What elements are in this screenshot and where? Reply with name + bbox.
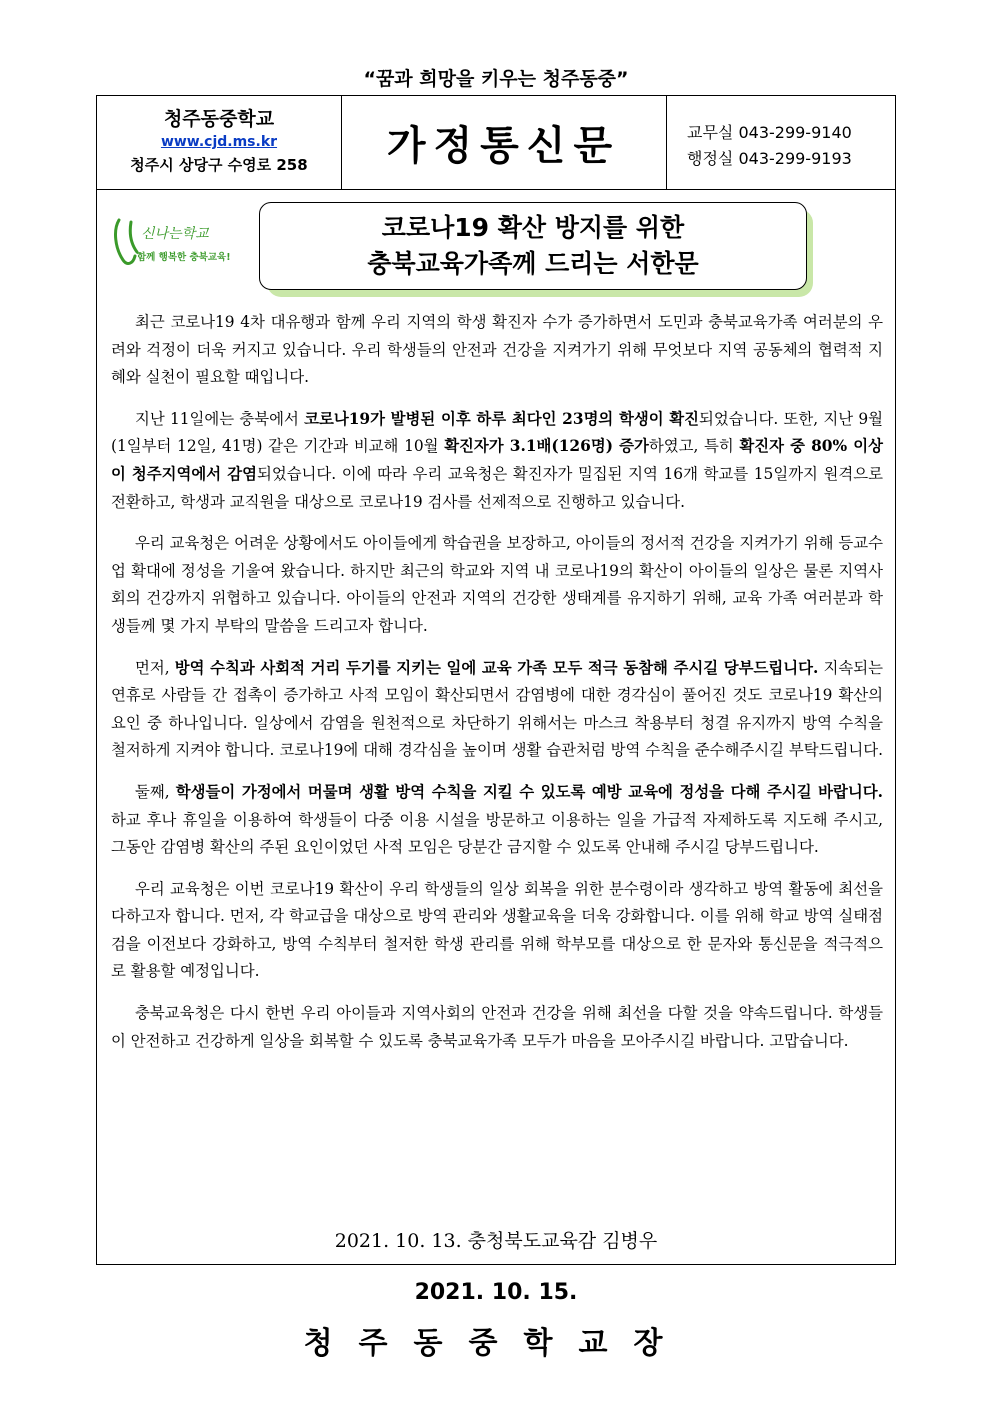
phone-line-office: 교무실 043-299-9140 [687, 123, 852, 142]
emphasis-text: 방역 수칙과 사회적 거리 두기를 지키는 일에 교육 가족 모두 적극 동참해 주시길 당부드립니다. [174, 658, 819, 677]
paragraph-text: 우리 교육청은 어려운 상황에서도 아이들에게 학습권을 보장하고, 아이들의 정서적 건강을 지켜가기 위해 등교수업 확대에 정성을 기울여 왔습니다. 하지만 최근의 학교와 지역 내 코로나19의 확산이 아이들의 일상은 물론 지역사회의 건강까지 위협하고 있습니다. 아이들의 안전과 지역의 건강한 생태계를 유지하기 위해, 교육 가족 여러분과 학생들께 몇 가지 부탁의 말씀을 드리고자 합니다. [111, 534, 883, 635]
emphasis-text: 확진자 중 80% 이상이 청주지역에서 감염 [111, 437, 884, 483]
paragraph-text: 되었습니다. 또한, 지난 9월(1일부터 12일, 41명) 같은 기간과 비교해 10월 [111, 409, 883, 456]
letter-paragraph [111, 406, 883, 516]
paragraph-text: 지속되는 연휴로 사람들 간 접촉이 증가하고 사적 모임이 확산되면서 감염병에 대한 경각심이 풀어진 것도 코로나19 확산의 요인 중 하나입니다. 일상에서 감염을 원천적으로 차단하기 위해서는 마스크 착용부터 청결 유지까지 방역 수칙을 철저하게 지켜야 합니다. 코로나19에 대해 경각심을 높이며 생활 습관처럼 방역 수칙을 준수해주시길 부탁드립니다. [111, 658, 883, 760]
superintendent-signature: 2021. 10. 13. 충청북도교육감 김병우 [334, 1230, 658, 1252]
issue-date: 2021. 10. 15. [414, 1280, 578, 1305]
doc-title-cell [341, 96, 667, 189]
school-motto: “꿈과 희망을 키우는 청주동중” [363, 68, 629, 90]
letter-paragraph [111, 530, 883, 640]
emphasis-text: 확진자가 3.1배(126명) 증가 [444, 437, 649, 456]
letter-paragraph [111, 1000, 883, 1055]
paragraph-text: 지난 11일에는 충북에서 [135, 409, 305, 428]
school-website-link[interactable]: www.cjd.ms.kr [160, 134, 278, 150]
letter-title-line2: 충북교육가족께 드리는 서한문 [367, 249, 699, 278]
letter-title-banner [259, 202, 807, 290]
letter-paragraph [111, 655, 883, 765]
letter-body [111, 309, 883, 1069]
phone-line-admin: 행정실 043-299-9193 [687, 149, 852, 168]
paragraph-text: 둘째, [135, 782, 176, 801]
paragraph-text: 하였고, 특히 [648, 437, 740, 456]
education-logo-icon [111, 208, 251, 278]
school-info [97, 96, 342, 189]
letter-paragraph [111, 309, 883, 392]
school-address: 청주시 상당구 수영로 258 [130, 156, 308, 174]
document-frame [96, 95, 896, 1265]
emphasis-text: 학생들이 가정에서 머물며 생활 방역 수칙을 지킬 수 있도록 예방 교육에 정성을 다해 주시길 바랍니다. [175, 782, 883, 801]
paragraph-text: 우리 교육청은 이번 코로나19 확산이 우리 학생들의 일상 회복을 위한 분수령이라 생각하고 방역 활동에 최선을 다하고자 합니다. 먼저, 각 학교급을 대상으로 방역 관리와 생활교육을 더욱 강화합니다. 이를 위해 학교 방역 실태점검을 이전보다 강화하고, 방역 수칙부터 철저한 학생 관리를 위해 학부모를 대상으로 한 문자와 통신문을 적극적으로 활용할 예정입니다. [111, 879, 883, 981]
school-name: 청주동중학교 [163, 108, 275, 130]
logo-text-sub: 함께 행복한 충북교육! [137, 252, 231, 263]
letter-paragraph [111, 876, 883, 986]
contact-info [687, 120, 852, 172]
emphasis-text: 코로나19가 발병된 이후 하루 최다인 23명의 학생이 확진 [304, 409, 700, 428]
paragraph-text: 먼저, [135, 658, 175, 677]
paragraph-text: 되었습니다. 이에 따라 우리 교육청은 확진자가 밀집된 지역 16개 학교를 15일까지 원격으로 전환하고, 학생과 교직원을 대상으로 코로나19 검사를 선제적으로 진행하고 있습니다. [111, 464, 883, 511]
logo-text-main: 신나는학교 [141, 226, 209, 242]
paragraph-text: 최근 코로나19 4차 대유행과 함께 우리 지역의 학생 확진자 수가 증가하면서 도민과 충북교육가족 여러분의 우려와 걱정이 더욱 커지고 있습니다. 우리 학생들의 안전과 건강을 지켜가기 위해 무엇보다 지역 공동체의 협력적 지혜와 실천이 필요할 때입니다. [111, 313, 883, 387]
paragraph-text: 하교 후나 휴일을 이용하여 학생들이 다중 이용 시설을 방문하고 이용하는 일을 가급적 자제하도록 지도해 주시고, 그동안 감염병 확산의 주된 요인이었던 사적 모임은 당분간 금지할 수 있도록 안내해 주시길 당부드립니다. [111, 810, 883, 857]
paragraph-text: 충북교육청은 다시 한번 우리 아이들과 지역사회의 안전과 건강을 위해 최선을 다할 것을 약속드립니다. 학생들이 안전하고 건강하게 일상을 회복할 수 있도록 충북교육가족 모두가 마음을 모아주시길 바랍니다. 고맙습니다. [111, 1004, 883, 1050]
principal-signature: 청주동중학교장 [303, 1326, 689, 1361]
doc-title: 가정통신문 [386, 123, 621, 169]
letter-title-line1: 코로나19 확산 방지를 위한 [381, 213, 685, 242]
header-box [97, 96, 895, 190]
letter-paragraph [111, 779, 883, 862]
